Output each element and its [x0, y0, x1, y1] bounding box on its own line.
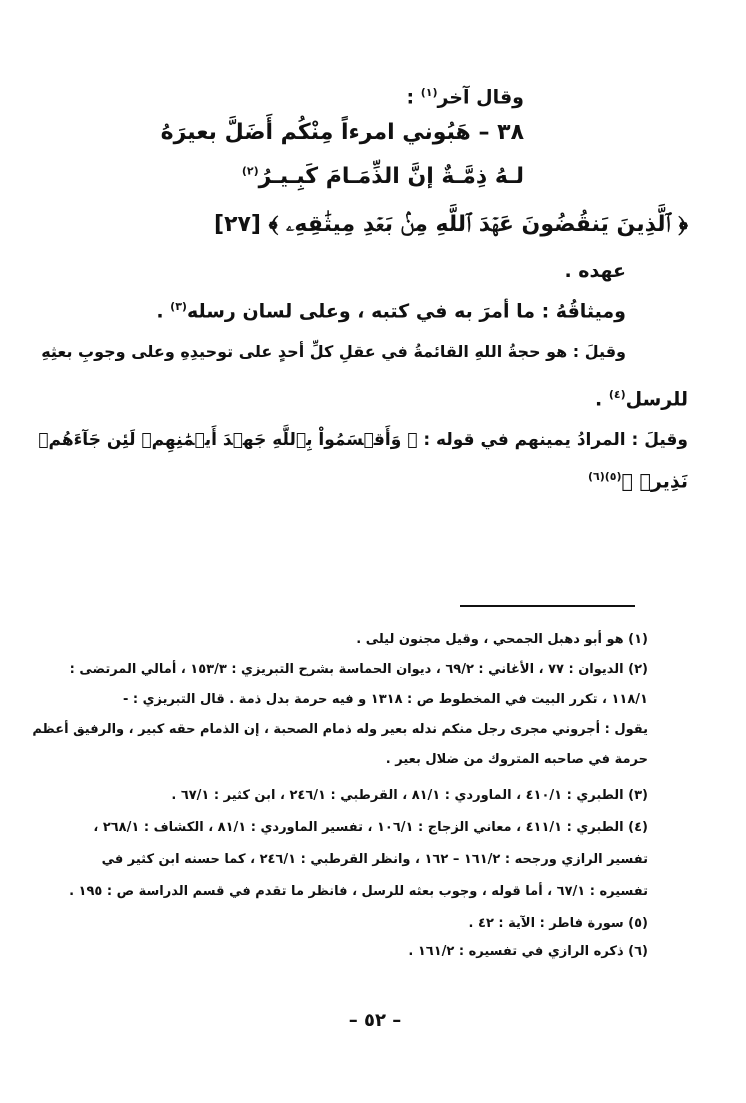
paragraph-1: عهده . — [564, 260, 626, 282]
footnote-2-line-4: حرمة في صاحبه المتروك من ضلال بعير . — [385, 752, 648, 767]
paragraph-2-text: وميثاقُهُ : ما أمرَ به في كتبه ، وعلى لسان رسله — [186, 300, 626, 323]
footnote-4-line-3: تفسيره : ٦٧/١ ، أما قوله ، وجوب بعثه للرسل ، فانظر ما تقدم في قسم الدراسة ص : ١٩٥ . — [69, 884, 648, 899]
intro-line — [406, 86, 524, 108]
footnote-4-line-2: تفسير الرازي ورجحه : ١٦١/٢ – ١٦٢ ، وانظر القرطبي : ٢٤٦/١ ، كما حسنه ابن كثير في — [101, 852, 648, 867]
paragraph-2-tail: . — [156, 300, 171, 323]
paragraph-4-line-2-text: نَذِيرٞ ﴾ — [621, 470, 688, 493]
verse-line-1: ٣٨ – هَبُوني امرءاً مِنْكُم أَضَلَّ بعيرَهُ — [160, 120, 524, 145]
paragraph-3-line-2-text: للرسل — [625, 388, 688, 411]
paragraph-2 — [156, 300, 626, 322]
intro-text: وقال آخر — [437, 86, 524, 109]
footnote-3: (٣) الطبري : ٤١٠/١ ، الماوردي : ٨١/١ ، القرطبي : ٢٤٦/١ ، ابن كثير : ٦٧/١ . — [171, 788, 648, 803]
footnote-2-line-3: يقول : أجروني مجرى رجل منكم ندله بعير وله ذمام الصحبة ، إن الذمام حقه كبير ، والرفيق أعظم — [32, 722, 648, 737]
paragraph-3-line-1: وقيلَ : هو حجةُ اللهِ القائمةُ في عقلِ كلِّ أحدٍ على توحيدِهِ وعلى وجوبِ بعثِهِ — [41, 342, 626, 361]
footnote-ref-1: (١) — [420, 86, 438, 99]
footnote-1: (١) هو أبو دهبل الجمحي ، وقيل مجنون ليلى . — [356, 632, 648, 647]
verse-line-2 — [242, 164, 524, 189]
footnote-5: (٥) سورة فاطر : الآية : ٤٢ . — [468, 916, 648, 931]
footnote-2-line-1: (٢) الديوان : ٧٧ ، الأغاني : ٦٩/٢ ، ديوان الحماسة بشرح التبريزي : ١٥٣/٣ ، أمالي المرتضى : — [69, 662, 648, 677]
page-number: – ٥٢ – — [348, 1010, 402, 1031]
footnote-ref-5-6: (٥)(٦) — [587, 470, 622, 483]
footnote-4-line-1: (٤) الطبري : ٤١١/١ ، معاني الزجاج : ١٠٦/١ ، تفسير الماوردي : ٨١/١ ، الكشاف : ٢٦٨/١ ، — [93, 820, 648, 835]
footnote-2-line-2: ١١٨/١ ، تكرر البيت في المخطوط ص : ١٣١٨ و فيه حرمة بدل ذمة . قال التبريزي : - — [122, 692, 648, 707]
paragraph-3-line-2-tail: . — [595, 388, 609, 411]
intro-tail: : — [406, 86, 421, 109]
footnote-6: (٦) ذكره الرازي في تفسيره : ١٦١/٢ . — [408, 944, 648, 959]
paragraph-4-line-1: وقيلَ : المرادُ يمينهم في قوله : ﴿ وَأَقۡسَمُواْ بِٱللَّهِ جَهۡدَ أَيۡمَٰنِهِمۡ لَئِن جَآءَهُمۡ — [38, 430, 688, 450]
footnote-ref-2: (٢) — [241, 164, 259, 178]
verse-line-2-text: لـهُ ذِمَّـةٌ إنَّ الذِّمَـامَ كَبِـيـرُ — [258, 164, 524, 189]
footnote-separator — [460, 605, 635, 607]
footnote-ref-3: (٣) — [170, 300, 187, 313]
quran-quote-line: ﴿ ٱلَّذِينَ يَنقُضُونَ عَهۡدَ ٱللَّهِ مِنۢ بَعۡدِ مِيثَٰقِهِۦ ﴾ [٢٧] — [214, 212, 688, 237]
footnote-ref-4: (٤) — [608, 388, 626, 401]
paragraph-4-line-2 — [588, 470, 688, 492]
paragraph-3-line-2 — [595, 388, 688, 410]
